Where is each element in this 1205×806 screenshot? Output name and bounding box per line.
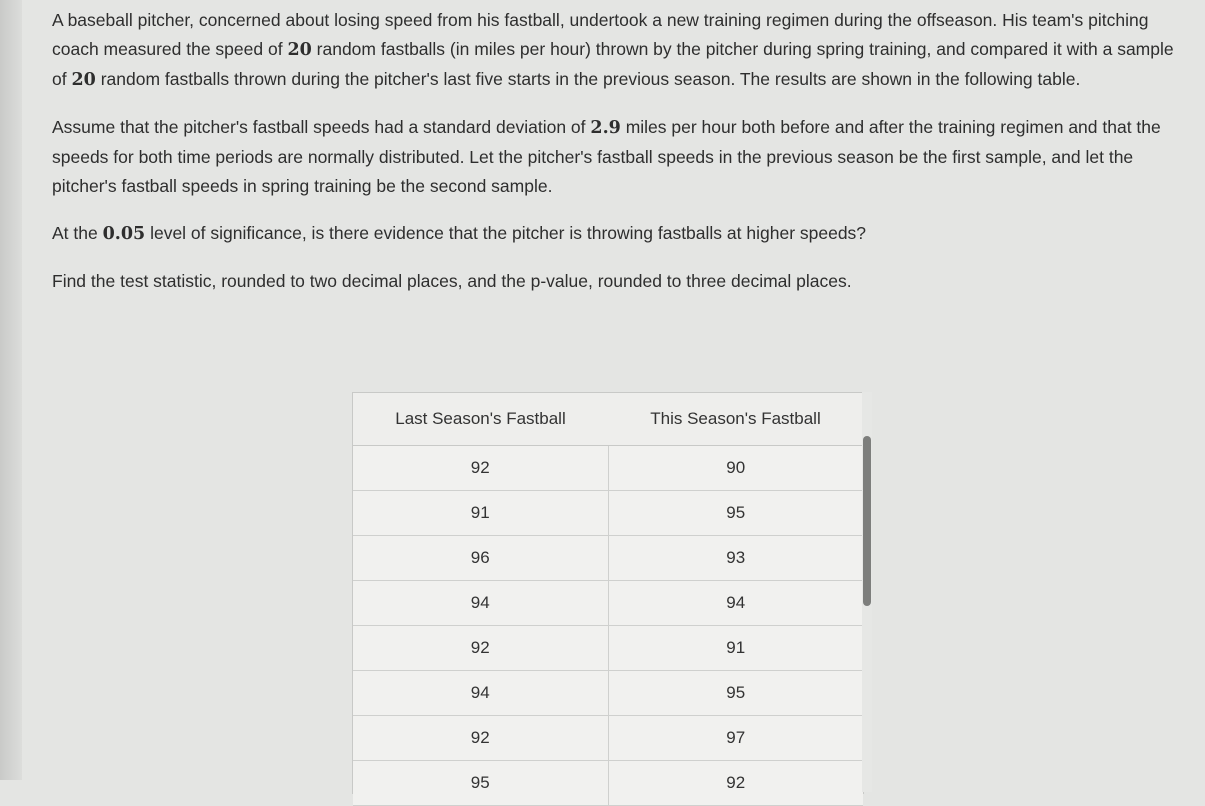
- text-span: random fastballs (in miles per hour) thrown by the pitcher during spring training, and compared it with a sample of: [52, 39, 1174, 89]
- table-cell: 93: [608, 536, 863, 581]
- significance-level-value: 0.05: [102, 224, 146, 244]
- table-row: [353, 491, 863, 536]
- text-span: level of significance, is there evidence that the pitcher is throwing fastballs at higher speeds?: [145, 223, 867, 243]
- problem-paragraph-context: [52, 6, 1177, 95]
- problem-paragraph-instructions: Find the test statistic, rounded to two decimal places, and the p-value, rounded to three decimal places.: [52, 271, 852, 291]
- text-span: random fastballs thrown during the pitcher's last five starts in the previous season. The results are shown in the following table.: [95, 69, 1081, 89]
- table-row: [353, 626, 863, 671]
- text-span: A baseball pitcher, concerned about losing speed from his fastball, undertook a new training regimen during the offseason. His team's pitching coach measured the speed of: [52, 10, 1149, 59]
- table-cell: 90: [608, 446, 863, 491]
- table-cell: 95: [608, 671, 863, 716]
- table-cell: 92: [353, 626, 608, 671]
- text-span: At the: [52, 223, 103, 243]
- table-row: [353, 536, 863, 581]
- table-cell: 95: [353, 761, 608, 806]
- table-cell: 94: [353, 581, 608, 626]
- sample-size-value: 20: [71, 70, 96, 90]
- table-header-row: [353, 393, 863, 446]
- sample-size-value: 20: [287, 40, 312, 60]
- table-row: [353, 761, 863, 806]
- question-text: [52, 6, 1177, 296]
- std-dev-value: 2.9: [590, 118, 621, 138]
- table-cell: 95: [608, 491, 863, 536]
- table-row: [353, 716, 863, 761]
- table-scrollbar-thumb[interactable]: [863, 436, 871, 606]
- column-header-this-season: This Season's Fastball: [608, 393, 863, 446]
- table-cell: 92: [353, 716, 608, 761]
- problem-paragraph-assumptions: [52, 113, 1177, 201]
- table-row: [353, 581, 863, 626]
- table-cell: 96: [353, 536, 608, 581]
- table-cell: 97: [608, 716, 863, 761]
- problem-paragraph-question: [52, 219, 1177, 249]
- text-span: Assume that the pitcher's fastball speeds had a standard deviation of: [52, 117, 591, 137]
- table-cell: 92: [608, 761, 863, 806]
- table-cell: 91: [608, 626, 863, 671]
- table-cell: 94: [353, 671, 608, 716]
- column-header-last-season: Last Season's Fastball: [353, 393, 608, 446]
- table-cell: 94: [608, 581, 863, 626]
- table-cell: 91: [353, 491, 608, 536]
- fastball-data-table: [352, 392, 864, 794]
- table-row: [353, 671, 863, 716]
- text-span: miles per hour both before and after the training regimen and that the speeds for both time periods are normally distributed. Let the pitcher's fastball speeds in the previous season be the first sample, and let the pitcher's fastball speeds in spring training be the second sample.: [52, 117, 1161, 196]
- table-cell: 92: [353, 446, 608, 491]
- screen-edge: [0, 0, 22, 780]
- table-row: [353, 446, 863, 491]
